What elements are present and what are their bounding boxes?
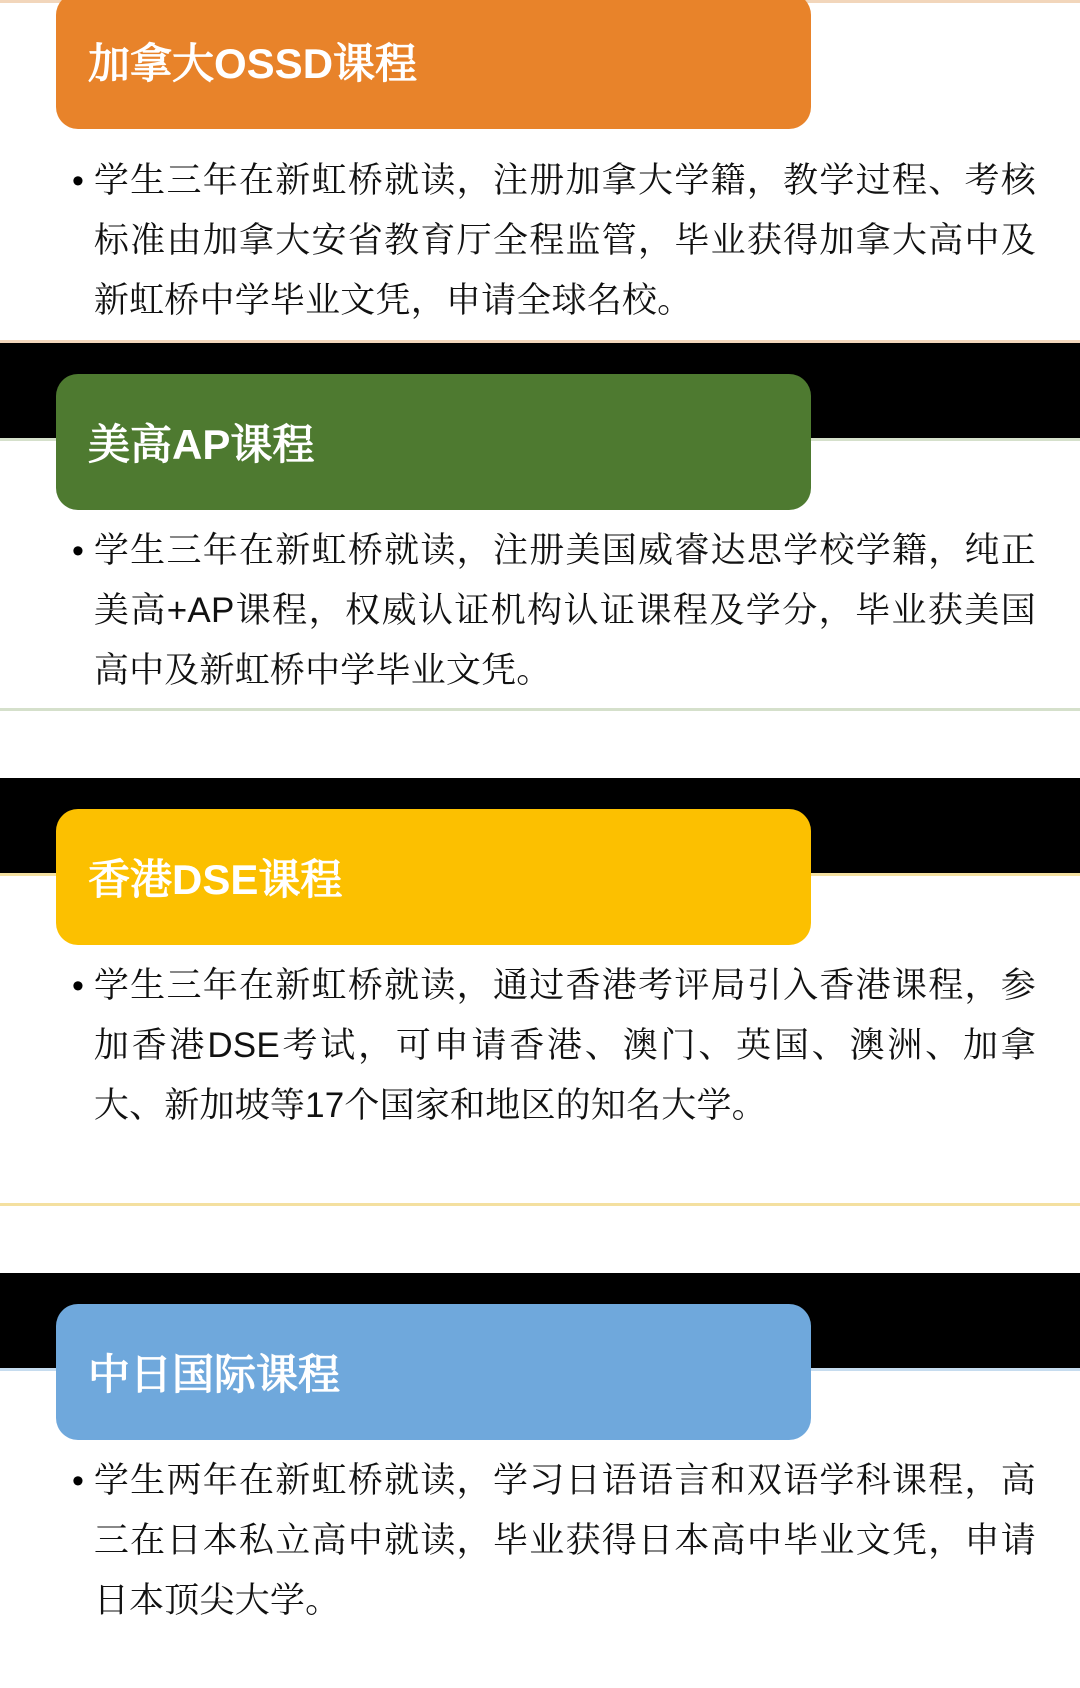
bullet-marker: • (72, 532, 84, 570)
course-card-ossd (0, 0, 1080, 343)
card-title-text: 中日国际课程 (88, 1351, 341, 1398)
divider-gap-2 (0, 778, 1080, 806)
course-card-jp (0, 1351, 1080, 1688)
card-title-ossd (56, 0, 811, 129)
card-title-ap (56, 374, 811, 510)
card-body-ossd (0, 0, 1080, 343)
card-body-ap (0, 421, 1080, 711)
card-title-dse (56, 809, 811, 945)
course-card-ap (0, 421, 1080, 778)
card-body-jp (0, 1351, 1080, 1621)
card-body-text: 学生三年在新虹桥就读，通过香港考评局引入香港课程，参加香港DSE考试，可申请香港、澳门、英国、澳洲、加拿大、新加坡等17个国家和地区的知名大学。 (93, 966, 1036, 1125)
card-title-jp (56, 1304, 811, 1440)
card-title-text: 美高AP课程 (88, 421, 315, 468)
card-body-text: 学生三年在新虹桥就读，注册加拿大学籍，教学过程、考核标准由加拿大安省教育厅全程监管，毕业获得加拿大高中及新虹桥中学毕业文凭，申请全球名校。 (93, 161, 1036, 320)
card-title-text: 加拿大OSSD课程 (88, 40, 418, 87)
card-body-text: 学生三年在新虹桥就读，注册美国威睿达思学校学籍，纯正美高+AP课程，权威认证机构认证课程及学分，毕业获美国高中及新虹桥中学毕业文凭。 (93, 531, 1036, 690)
divider-gap-3 (0, 1273, 1080, 1301)
card-body-dse (0, 856, 1080, 1206)
bullet-marker: • (72, 162, 84, 200)
bullet-marker: • (72, 967, 84, 1005)
card-title-text: 香港DSE课程 (88, 856, 343, 903)
course-card-dse (0, 856, 1080, 1273)
card-body-text: 学生两年在新虹桥就读，学习日语语言和双语学科课程，高三在日本私立高中就读，毕业获得日本高中毕业文凭，申请日本顶尖大学。 (93, 1461, 1036, 1620)
bullet-marker: • (72, 1462, 84, 1500)
